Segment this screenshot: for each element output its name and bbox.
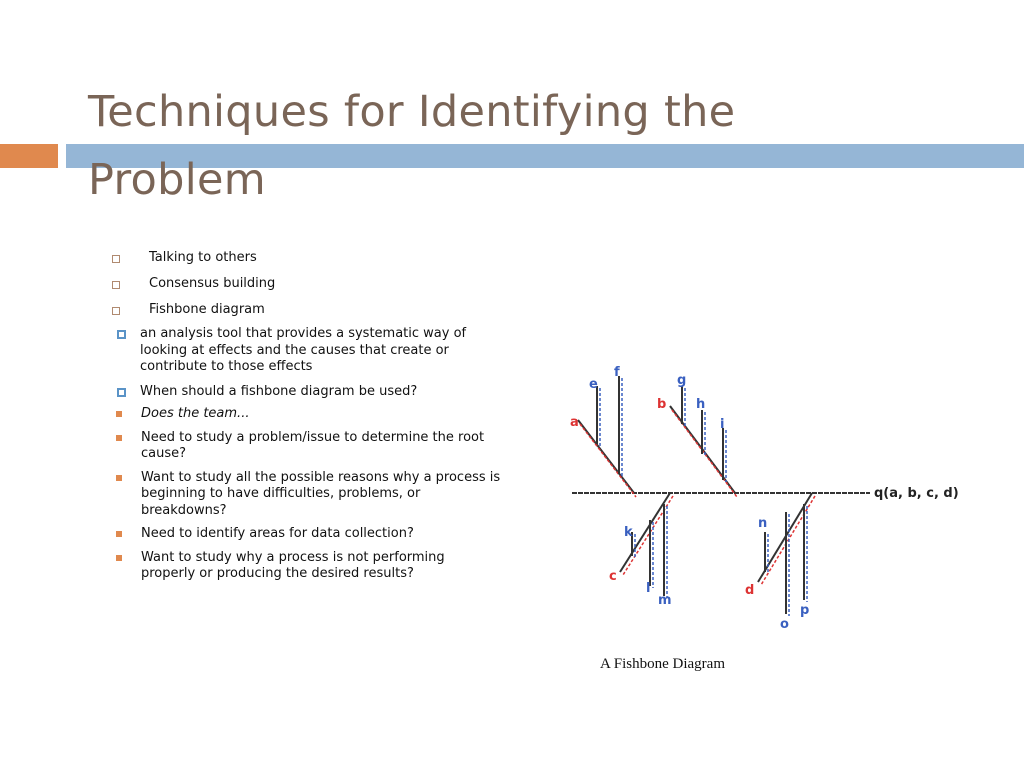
square-bullet-icon xyxy=(117,388,126,397)
bullet-need-areas xyxy=(110,526,502,543)
label-f: f xyxy=(614,365,620,380)
bullet-text: Want to study why a process is not performing properly or producing the desired results? xyxy=(141,549,445,581)
filled-square-bullet-icon xyxy=(116,555,122,561)
fishbone-sublist xyxy=(112,326,502,583)
label-o: o xyxy=(780,617,789,632)
hollow-square-bullet-icon xyxy=(112,281,120,289)
bullet-need-root xyxy=(110,430,502,463)
bullet-list xyxy=(112,250,502,593)
bullet-text: Fishbone diagram xyxy=(149,302,265,317)
bullet-text: Want to study all the possible reasons why a process is beginning to have difficulties, problems, or breakdowns? xyxy=(141,469,501,518)
hollow-square-bullet-icon xyxy=(112,255,120,263)
bullet-want-reasons xyxy=(110,470,502,520)
filled-square-bullet-icon xyxy=(116,435,122,441)
filled-square-bullet-icon xyxy=(116,475,122,481)
label-c: c xyxy=(609,569,617,584)
label-k: k xyxy=(624,525,633,540)
label-i: i xyxy=(720,417,725,432)
filled-square-bullet-icon xyxy=(116,411,122,417)
square-bullet-icon xyxy=(117,330,126,339)
bullet-does-team xyxy=(110,406,502,423)
bullet-text: Talking to others xyxy=(149,250,257,265)
label-e: e xyxy=(589,377,598,392)
bullet-text: Need to study a problem/issue to determine the root cause? xyxy=(141,429,485,461)
label-d: d xyxy=(745,583,755,598)
label-b: b xyxy=(657,397,667,412)
slide-title: Techniques for Identifying the Problem xyxy=(88,87,736,205)
bullet-analysis-tool xyxy=(111,326,502,376)
bullet-text: Consensus building xyxy=(149,276,276,291)
label-p: p xyxy=(800,603,810,618)
diagram-caption: A Fishbone Diagram xyxy=(600,656,725,672)
label-a: a xyxy=(570,415,579,430)
label-h: h xyxy=(696,397,706,412)
bullet-fishbone xyxy=(112,302,502,583)
bone-a xyxy=(578,420,634,493)
label-m: m xyxy=(658,593,672,608)
bullet-want-why xyxy=(110,550,502,583)
title-accent-bar xyxy=(0,144,58,168)
label-n: n xyxy=(758,516,768,531)
bullet-text: Does the team... xyxy=(141,406,250,421)
label-l: l xyxy=(646,581,651,596)
label-g: g xyxy=(677,373,687,388)
bullet-text: an analysis tool that provides a systematic way of looking at effects and the causes that create or contribute to those effects xyxy=(140,326,467,374)
bullet-consensus xyxy=(112,276,502,292)
effect-label: q(a, b, c, d) xyxy=(874,486,959,501)
bullet-text: Need to identify areas for data collection? xyxy=(141,526,414,541)
filled-square-bullet-icon xyxy=(116,531,122,537)
bullet-talking xyxy=(112,250,502,266)
hollow-square-bullet-icon xyxy=(112,307,120,315)
fishbone-diagram xyxy=(560,362,980,634)
when-used-sublist xyxy=(111,406,502,583)
bullet-when-used xyxy=(111,384,502,583)
bullet-text: When should a fishbone diagram be used? xyxy=(140,383,418,399)
